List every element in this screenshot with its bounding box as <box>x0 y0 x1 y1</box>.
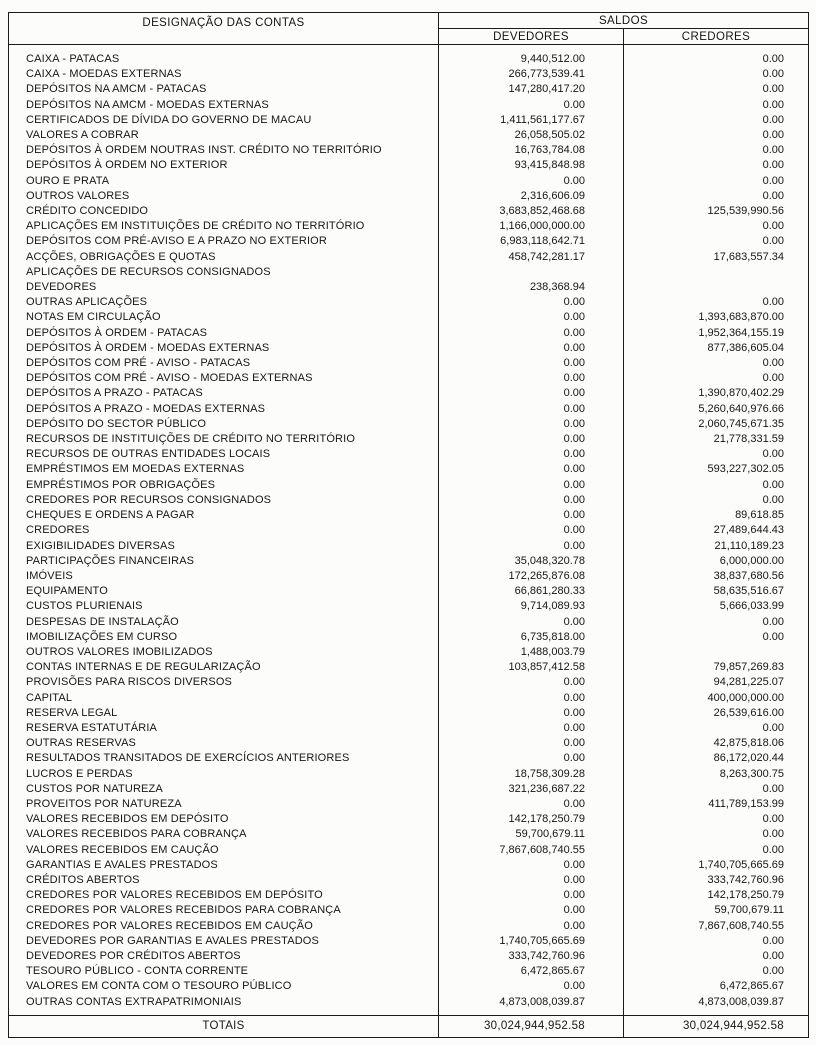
account-name: CREDORES POR RECURSOS CONSIGNADOS <box>9 493 439 508</box>
credores-value: 0.00 <box>762 53 784 65</box>
table-row <box>9 493 809 508</box>
accounts-table <box>8 12 809 1038</box>
account-name: DEPÓSITOS NA AMCM - MOEDAS EXTERNAS <box>9 98 439 113</box>
devedores-value: 1,166,000,000.00 <box>439 219 624 234</box>
table-row <box>9 584 809 599</box>
table-row <box>9 599 809 614</box>
credores-value: 0.00 <box>762 98 784 111</box>
credores-value: 89,618.85 <box>735 509 784 522</box>
totals-row <box>9 1015 809 1037</box>
devedores-value: 333,742,760.96 <box>439 949 624 964</box>
credores-value: 0.00 <box>762 478 784 491</box>
credores-value: 0.00 <box>762 828 784 841</box>
account-name: CREDORES POR VALORES RECEBIDOS EM DEPÓSITO <box>9 888 439 903</box>
devedores-value: 0.00 <box>439 873 624 888</box>
credores-value: 7,867,608,740.55 <box>698 919 784 932</box>
devedores-value <box>439 265 624 280</box>
devedores-value: 0.00 <box>439 310 624 325</box>
devedores-value: 0.00 <box>439 371 624 386</box>
credores-value: 5,666,033.99 <box>719 600 784 613</box>
devedores-value: 3,683,852,468.68 <box>439 204 624 219</box>
table-row <box>9 265 809 280</box>
table-row <box>9 67 809 82</box>
credores-value <box>624 280 809 295</box>
table-footer <box>9 1015 809 1037</box>
account-name: VALORES RECEBIDOS PARA COBRANÇA <box>9 827 439 842</box>
credores-value: 21,778,331.59 <box>713 433 784 446</box>
devedores-value: 0.00 <box>439 432 624 447</box>
credores-value: 0.00 <box>762 949 784 962</box>
totals-devedores-value: 30,024,944,952.58 <box>439 1015 624 1037</box>
credores-value: 0.00 <box>762 113 784 126</box>
credores-value: 400,000,000.00 <box>707 691 784 704</box>
table-row <box>9 478 809 493</box>
devedores-value: 0.00 <box>439 675 624 690</box>
account-name: CHEQUES E ORDENS A PAGAR <box>9 508 439 523</box>
credores-value: 125,539,990.56 <box>707 205 784 218</box>
table-row <box>9 143 809 158</box>
account-name: NOTAS EM CIRCULAÇÃO <box>9 310 439 325</box>
table-row <box>9 964 809 979</box>
account-name: RESERVA ESTATUTÁRIA <box>9 721 439 736</box>
account-name: IMÓVEIS <box>9 569 439 584</box>
devedores-value: 0.00 <box>439 721 624 736</box>
account-name: EXIGIBILIDADES DIVERSAS <box>9 539 439 554</box>
table-row <box>9 204 809 219</box>
table-row <box>9 462 809 477</box>
credores-value: 26,539,616.00 <box>713 706 784 719</box>
table-row <box>9 767 809 782</box>
table-row <box>9 797 809 812</box>
account-name: CUSTOS PLURIENAIS <box>9 599 439 614</box>
devedores-value: 0.00 <box>439 402 624 417</box>
table-row <box>9 827 809 842</box>
credores-value: 0.00 <box>762 630 784 643</box>
account-name: DEVEDORES POR CRÉDITOS ABERTOS <box>9 949 439 964</box>
account-name: CREDORES POR VALORES RECEBIDOS EM CAUÇÃO <box>9 919 439 934</box>
credores-value: 411,789,153.99 <box>708 797 784 810</box>
devedores-value: 238,368.94 <box>439 280 624 295</box>
account-name: DEPÓSITOS COM PRÉ-AVISO E A PRAZO NO EXTERIOR <box>9 234 439 249</box>
account-name: EMPRÉSTIMOS POR OBRIGAÇÕES <box>9 478 439 493</box>
account-name: RESULTADOS TRANSITADOS DE EXERCÍCIOS ANTERIORES <box>9 751 439 766</box>
account-name: CREDORES <box>9 523 439 538</box>
table-row <box>9 295 809 310</box>
col-header-designacao: DESIGNAÇÃO DAS CONTAS <box>9 13 439 45</box>
credores-value: 0.00 <box>762 189 784 202</box>
table-row <box>9 782 809 797</box>
table-row <box>9 432 809 447</box>
balance-sheet-page <box>8 12 808 1038</box>
devedores-value: 93,415,848.98 <box>439 158 624 173</box>
account-name: DEPÓSITOS À ORDEM NOUTRAS INST. CRÉDITO NO TERRITÓRIO <box>9 143 439 158</box>
devedores-value: 0.00 <box>439 447 624 462</box>
table-row <box>9 995 809 1016</box>
account-name: VALORES RECEBIDOS EM DEPÓSITO <box>9 812 439 827</box>
account-name: VALORES RECEBIDOS EM CAUÇÃO <box>9 843 439 858</box>
devedores-value: 0.00 <box>439 326 624 341</box>
account-name: DEVEDORES <box>9 280 439 295</box>
devedores-value: 9,440,512.00 <box>439 45 624 68</box>
account-name: DEPÓSITO DO SECTOR PÚBLICO <box>9 417 439 432</box>
account-name: EMPRÉSTIMOS EM MOEDAS EXTERNAS <box>9 462 439 477</box>
account-name: TESOURO PÚBLICO - CONTA CORRENTE <box>9 964 439 979</box>
devedores-value: 1,411,561,177.67 <box>439 113 624 128</box>
credores-value: 0.00 <box>762 843 784 856</box>
table-row <box>9 523 809 538</box>
devedores-value: 0.00 <box>439 478 624 493</box>
account-name: CRÉDITOS ABERTOS <box>9 873 439 888</box>
credores-value: 593,227,302.05 <box>707 463 784 476</box>
table-row <box>9 630 809 645</box>
account-name: CAPITAL <box>9 691 439 706</box>
credores-value: 0.00 <box>762 159 784 172</box>
credores-value: 0.00 <box>762 296 784 309</box>
devedores-value: 0.00 <box>439 919 624 934</box>
credores-value: 0.00 <box>762 448 784 461</box>
devedores-value: 0.00 <box>439 888 624 903</box>
devedores-value: 0.00 <box>439 615 624 630</box>
credores-value: 0.00 <box>762 493 784 506</box>
table-row <box>9 310 809 325</box>
credores-value: 0.00 <box>762 174 784 187</box>
table-row <box>9 979 809 994</box>
account-name: VALORES EM CONTA COM O TESOURO PÚBLICO <box>9 979 439 994</box>
devedores-value: 0.00 <box>439 462 624 477</box>
table-row <box>9 539 809 554</box>
credores-value: 1,952,364,155.19 <box>698 326 784 339</box>
credores-value: 42,875,818.06 <box>713 737 784 750</box>
account-name: CREDORES POR VALORES RECEBIDOS PARA COBRANÇA <box>9 903 439 918</box>
credores-value: 0.00 <box>762 965 784 978</box>
devedores-value: 0.00 <box>439 341 624 356</box>
table-row <box>9 873 809 888</box>
devedores-value: 0.00 <box>439 691 624 706</box>
account-name: LUCROS E PERDAS <box>9 767 439 782</box>
account-name: EQUIPAMENTO <box>9 584 439 599</box>
credores-value: 0.00 <box>762 235 784 248</box>
table-row <box>9 98 809 113</box>
devedores-value: 59,700,679.11 <box>439 827 624 842</box>
account-name: OUTRAS APLICAÇÕES <box>9 295 439 310</box>
table-row <box>9 371 809 386</box>
table-row <box>9 751 809 766</box>
account-name: OUTROS VALORES <box>9 189 439 204</box>
credores-value: 1,393,683,870.00 <box>698 311 784 324</box>
account-name: CRÉDITO CONCEDIDO <box>9 204 439 219</box>
account-name: CAIXA - MOEDAS EXTERNAS <box>9 67 439 82</box>
credores-value: 2,060,745,671.35 <box>698 417 784 430</box>
credores-value: 6,472,865.67 <box>719 980 784 993</box>
credores-value: 86,172,020.44 <box>713 752 784 765</box>
table-row <box>9 158 809 173</box>
account-name: OUTRAS CONTAS EXTRAPATRIMONIAIS <box>9 995 439 1016</box>
account-name: DEPÓSITOS COM PRÉ - AVISO - PATACAS <box>9 356 439 371</box>
account-name: RECURSOS DE INSTITUIÇÕES DE CRÉDITO NO TERRITÓRIO <box>9 432 439 447</box>
table-row <box>9 888 809 903</box>
table-row <box>9 128 809 143</box>
table-row <box>9 934 809 949</box>
devedores-value: 142,178,250.79 <box>439 812 624 827</box>
devedores-value: 0.00 <box>439 979 624 994</box>
devedores-value: 18,758,309.28 <box>439 767 624 782</box>
credores-value: 0.00 <box>762 68 784 81</box>
account-name: DEPÓSITOS À ORDEM - MOEDAS EXTERNAS <box>9 341 439 356</box>
credores-value: 142,178,250.79 <box>707 889 784 902</box>
credores-value: 0.00 <box>762 813 784 826</box>
account-name: CERTIFICADOS DE DÍVIDA DO GOVERNO DE MACAU <box>9 113 439 128</box>
account-name: PARTICIPAÇÕES FINANCEIRAS <box>9 554 439 569</box>
devedores-value: 6,735,818.00 <box>439 630 624 645</box>
table-row <box>9 174 809 189</box>
devedores-value: 266,773,539.41 <box>439 67 624 82</box>
table-row <box>9 508 809 523</box>
account-name: PROVISÕES PARA RISCOS DIVERSOS <box>9 675 439 690</box>
devedores-value: 0.00 <box>439 736 624 751</box>
table-row <box>9 82 809 97</box>
table-row <box>9 675 809 690</box>
account-name: CUSTOS POR NATUREZA <box>9 782 439 797</box>
table-row <box>9 250 809 265</box>
credores-value: 0.00 <box>762 83 784 96</box>
account-name: DEPÓSITOS COM PRÉ - AVISO - MOEDAS EXTERNAS <box>9 371 439 386</box>
table-row <box>9 45 809 68</box>
devedores-value: 4,873,008,039.87 <box>439 995 624 1016</box>
table-row <box>9 189 809 204</box>
devedores-value: 0.00 <box>439 174 624 189</box>
credores-value <box>624 265 809 280</box>
credores-value: 0.00 <box>762 721 784 734</box>
totals-label: TOTAIS <box>9 1015 439 1037</box>
credores-value: 94,281,225.07 <box>713 676 784 689</box>
table-row <box>9 706 809 721</box>
table-row <box>9 234 809 249</box>
table-row <box>9 569 809 584</box>
table-row <box>9 903 809 918</box>
account-name: CAIXA - PATACAS <box>9 45 439 68</box>
account-name: DEPÓSITOS À ORDEM - PATACAS <box>9 326 439 341</box>
devedores-value: 0.00 <box>439 508 624 523</box>
table-row <box>9 660 809 675</box>
credores-value: 0.00 <box>762 129 784 142</box>
credores-value: 6,000,000.00 <box>719 554 784 567</box>
table-row <box>9 812 809 827</box>
table-row <box>9 554 809 569</box>
account-name: ACÇÕES, OBRIGAÇÕES E QUOTAS <box>9 250 439 265</box>
table-row <box>9 386 809 401</box>
table-row <box>9 949 809 964</box>
devedores-value: 0.00 <box>439 493 624 508</box>
credores-value: 1,390,870,402.29 <box>698 387 784 400</box>
devedores-value: 2,316,606.09 <box>439 189 624 204</box>
table-row <box>9 615 809 630</box>
account-name: VALORES A COBRAR <box>9 128 439 143</box>
account-name: PROVEITOS POR NATUREZA <box>9 797 439 812</box>
col-header-saldos: SALDOS <box>439 13 809 29</box>
table-header <box>9 13 809 45</box>
credores-value: 17,683,557.34 <box>713 250 784 263</box>
devedores-value: 103,857,412.58 <box>439 660 624 675</box>
devedores-value: 6,983,118,642.71 <box>439 234 624 249</box>
account-name: GARANTIAS E AVALES PRESTADOS <box>9 858 439 873</box>
devedores-value: 0.00 <box>439 417 624 432</box>
devedores-value: 0.00 <box>439 858 624 873</box>
table-row <box>9 721 809 736</box>
table-row <box>9 219 809 234</box>
account-name: CONTAS INTERNAS E DE REGULARIZAÇÃO <box>9 660 439 675</box>
devedores-value: 0.00 <box>439 706 624 721</box>
table-row <box>9 919 809 934</box>
table-row <box>9 113 809 128</box>
account-name: IMOBILIZAÇÕES EM CURSO <box>9 630 439 645</box>
credores-value: 0.00 <box>762 372 784 385</box>
table-row <box>9 843 809 858</box>
table-row <box>9 417 809 432</box>
credores-value: 0.00 <box>762 782 784 795</box>
credores-value: 79,857,269.83 <box>713 661 784 674</box>
account-name: OURO E PRATA <box>9 174 439 189</box>
credores-value: 8,263,300.75 <box>719 767 784 780</box>
devedores-value: 321,236,687.22 <box>439 782 624 797</box>
table-row <box>9 736 809 751</box>
devedores-value: 7,867,608,740.55 <box>439 843 624 858</box>
credores-value <box>624 645 809 660</box>
devedores-value: 0.00 <box>439 797 624 812</box>
account-name: DEPÓSITOS À ORDEM NO EXTERIOR <box>9 158 439 173</box>
credores-value: 1,740,705,665.69 <box>698 858 784 871</box>
devedores-value: 16,763,784.08 <box>439 143 624 158</box>
devedores-value: 1,488,003.79 <box>439 645 624 660</box>
credores-value: 333,742,760.96 <box>707 873 784 886</box>
devedores-value: 66,861,280.33 <box>439 584 624 599</box>
account-name: DEVEDORES POR GARANTIAS E AVALES PRESTADOS <box>9 934 439 949</box>
table-row <box>9 326 809 341</box>
account-name: DEPÓSITOS NA AMCM - PATACAS <box>9 82 439 97</box>
credores-value: 0.00 <box>762 357 784 370</box>
devedores-value: 458,742,281.17 <box>439 250 624 265</box>
devedores-value: 35,048,320.78 <box>439 554 624 569</box>
credores-value: 58,635,516.67 <box>713 585 784 598</box>
table-row <box>9 341 809 356</box>
account-name: APLICAÇÕES DE RECURSOS CONSIGNADOS <box>9 265 439 280</box>
col-header-devedores: DEVEDORES <box>439 29 624 45</box>
devedores-value: 172,265,876.08 <box>439 569 624 584</box>
credores-value: 38,837,680.56 <box>713 569 784 582</box>
devedores-value: 0.00 <box>439 386 624 401</box>
credores-value: 0.00 <box>762 615 784 628</box>
devedores-value: 6,472,865.67 <box>439 964 624 979</box>
credores-value: 5,260,640,976.66 <box>698 402 784 415</box>
account-name: OUTROS VALORES IMOBILIZADOS <box>9 645 439 660</box>
devedores-value: 1,740,705,665.69 <box>439 934 624 949</box>
devedores-value: 0.00 <box>439 751 624 766</box>
credores-value: 4,873,008,039.87 <box>698 995 784 1008</box>
account-name: RECURSOS DE OUTRAS ENTIDADES LOCAIS <box>9 447 439 462</box>
credores-value: 0.00 <box>762 934 784 947</box>
account-name: OUTRAS RESERVAS <box>9 736 439 751</box>
table-row <box>9 280 809 295</box>
credores-value: 21,110,189.23 <box>714 539 784 552</box>
devedores-value: 0.00 <box>439 295 624 310</box>
credores-value: 0.00 <box>762 220 784 233</box>
devedores-value: 0.00 <box>439 98 624 113</box>
table-row <box>9 645 809 660</box>
accounts-body <box>9 45 809 1016</box>
table-row <box>9 402 809 417</box>
table-row <box>9 447 809 462</box>
devedores-value: 0.00 <box>439 523 624 538</box>
table-row <box>9 691 809 706</box>
account-name: RESERVA LEGAL <box>9 706 439 721</box>
devedores-value: 0.00 <box>439 356 624 371</box>
devedores-value: 26,058,505.02 <box>439 128 624 143</box>
credores-value: 877,386,605.04 <box>707 341 784 354</box>
devedores-value: 147,280,417.20 <box>439 82 624 97</box>
devedores-value: 9,714,089.93 <box>439 599 624 614</box>
account-name: APLICAÇÕES EM INSTITUIÇÕES DE CRÉDITO NO TERRITÓRIO <box>9 219 439 234</box>
table-row <box>9 356 809 371</box>
credores-value: 0.00 <box>762 144 784 157</box>
totals-credores-value: 30,024,944,952.58 <box>624 1015 809 1037</box>
devedores-value: 0.00 <box>439 903 624 918</box>
account-name: DESPESAS DE INSTALAÇÃO <box>9 615 439 630</box>
credores-value: 27,489,644.43 <box>713 524 784 537</box>
devedores-value: 0.00 <box>439 539 624 554</box>
account-name: DEPÓSITOS A PRAZO - PATACAS <box>9 386 439 401</box>
col-header-credores: CREDORES <box>624 29 809 45</box>
table-row <box>9 858 809 873</box>
credores-value: 59,700,679.11 <box>714 904 784 917</box>
account-name: DEPÓSITOS A PRAZO - MOEDAS EXTERNAS <box>9 402 439 417</box>
